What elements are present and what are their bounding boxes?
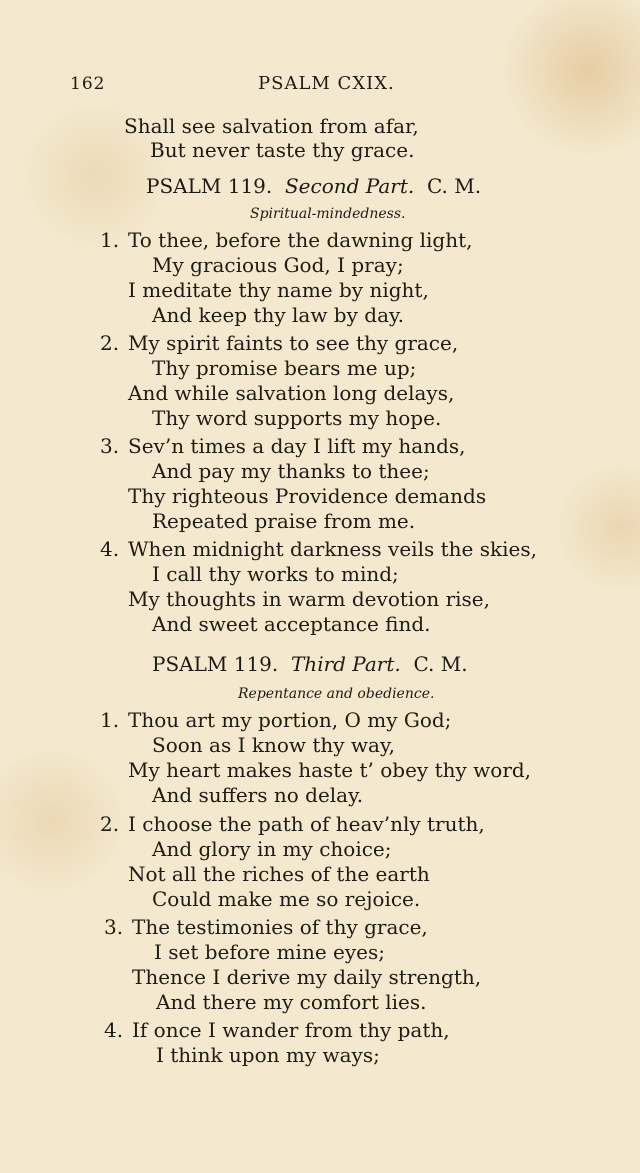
verse-line: Thy righteous Providence demands <box>128 484 487 508</box>
meter: C. M. <box>413 652 468 676</box>
verse-line: Thy promise bears me up; <box>152 356 417 380</box>
verse-line: Thence I derive my daily strength, <box>132 965 482 989</box>
verse-line: And sweet acceptance find. <box>152 612 431 636</box>
verse-line: Thou art my portion, O my God; <box>128 708 452 732</box>
verse-line: Sev’n times a day I lift my hands, <box>128 434 466 458</box>
verse-line: I choose the path of heav’nly truth, <box>128 812 485 836</box>
part-name: Third Part. <box>290 652 401 676</box>
psalm-number: PSALM 119. <box>146 174 273 198</box>
verse-line: And keep thy law by day. <box>152 303 404 327</box>
verse-line: And there my comfort lies. <box>156 990 427 1014</box>
psalm-subtitle: Repentance and obedience. <box>238 686 435 702</box>
verse-line: I think upon my ways; <box>156 1043 380 1067</box>
verse-number: 3. <box>104 915 124 939</box>
verse-line: Repeated praise from me. <box>152 509 416 533</box>
verse-line: My thoughts in warm devotion rise, <box>128 587 490 611</box>
psalm-subtitle: Spiritual-mindedness. <box>250 206 406 222</box>
part-name: Second Part. <box>284 174 415 198</box>
verse-number: 2. <box>100 331 120 355</box>
verse-number: 3. <box>100 434 120 458</box>
verse-line: And pay my thanks to thee; <box>152 459 430 483</box>
verse-line: And glory in my choice; <box>152 837 392 861</box>
verse-number: 1. <box>100 708 120 732</box>
verse-number: 4. <box>100 537 120 561</box>
verse-number: 4. <box>104 1018 124 1042</box>
meter: C. M. <box>426 174 482 198</box>
verse-line: My heart makes haste t’ obey thy word, <box>128 758 532 782</box>
psalm-number: PSALM 119. <box>152 652 279 676</box>
psalm-heading <box>146 174 481 198</box>
verse-line: I meditate thy name by night, <box>128 278 429 302</box>
verse-line: And while salvation long delays, <box>128 381 455 405</box>
running-title: PSALM CXIX. <box>258 73 395 94</box>
verse-line: To thee, before the dawning light, <box>128 228 473 252</box>
verse-line: If once I wander from thy path, <box>132 1018 450 1042</box>
verse-line: Could make me so rejoice. <box>152 887 421 911</box>
verse-line: Not all the riches of the earth <box>128 862 430 886</box>
verse-number: 2. <box>100 812 120 836</box>
verse-number: 1. <box>100 228 120 252</box>
verse-line: I call thy works to mind; <box>152 562 399 586</box>
psalm-heading <box>152 652 468 676</box>
verse-line: But never taste thy grace. <box>150 138 415 162</box>
verse-line: The testimonies of thy grace, <box>132 915 428 939</box>
verse-line: I set before mine eyes; <box>154 940 385 964</box>
page-number: 162 <box>70 74 106 94</box>
verse-line: Soon as I know thy way, <box>152 733 395 757</box>
verse-line: Shall see salvation from afar, <box>124 114 419 138</box>
verse-line: My gracious God, I pray; <box>152 253 404 277</box>
verse-line: When midnight darkness veils the skies, <box>128 537 537 561</box>
verse-line: Thy word supports my hope. <box>152 406 442 430</box>
verse-line: My spirit faints to see thy grace, <box>128 331 459 355</box>
verse-line: And suffers no delay. <box>152 783 364 807</box>
